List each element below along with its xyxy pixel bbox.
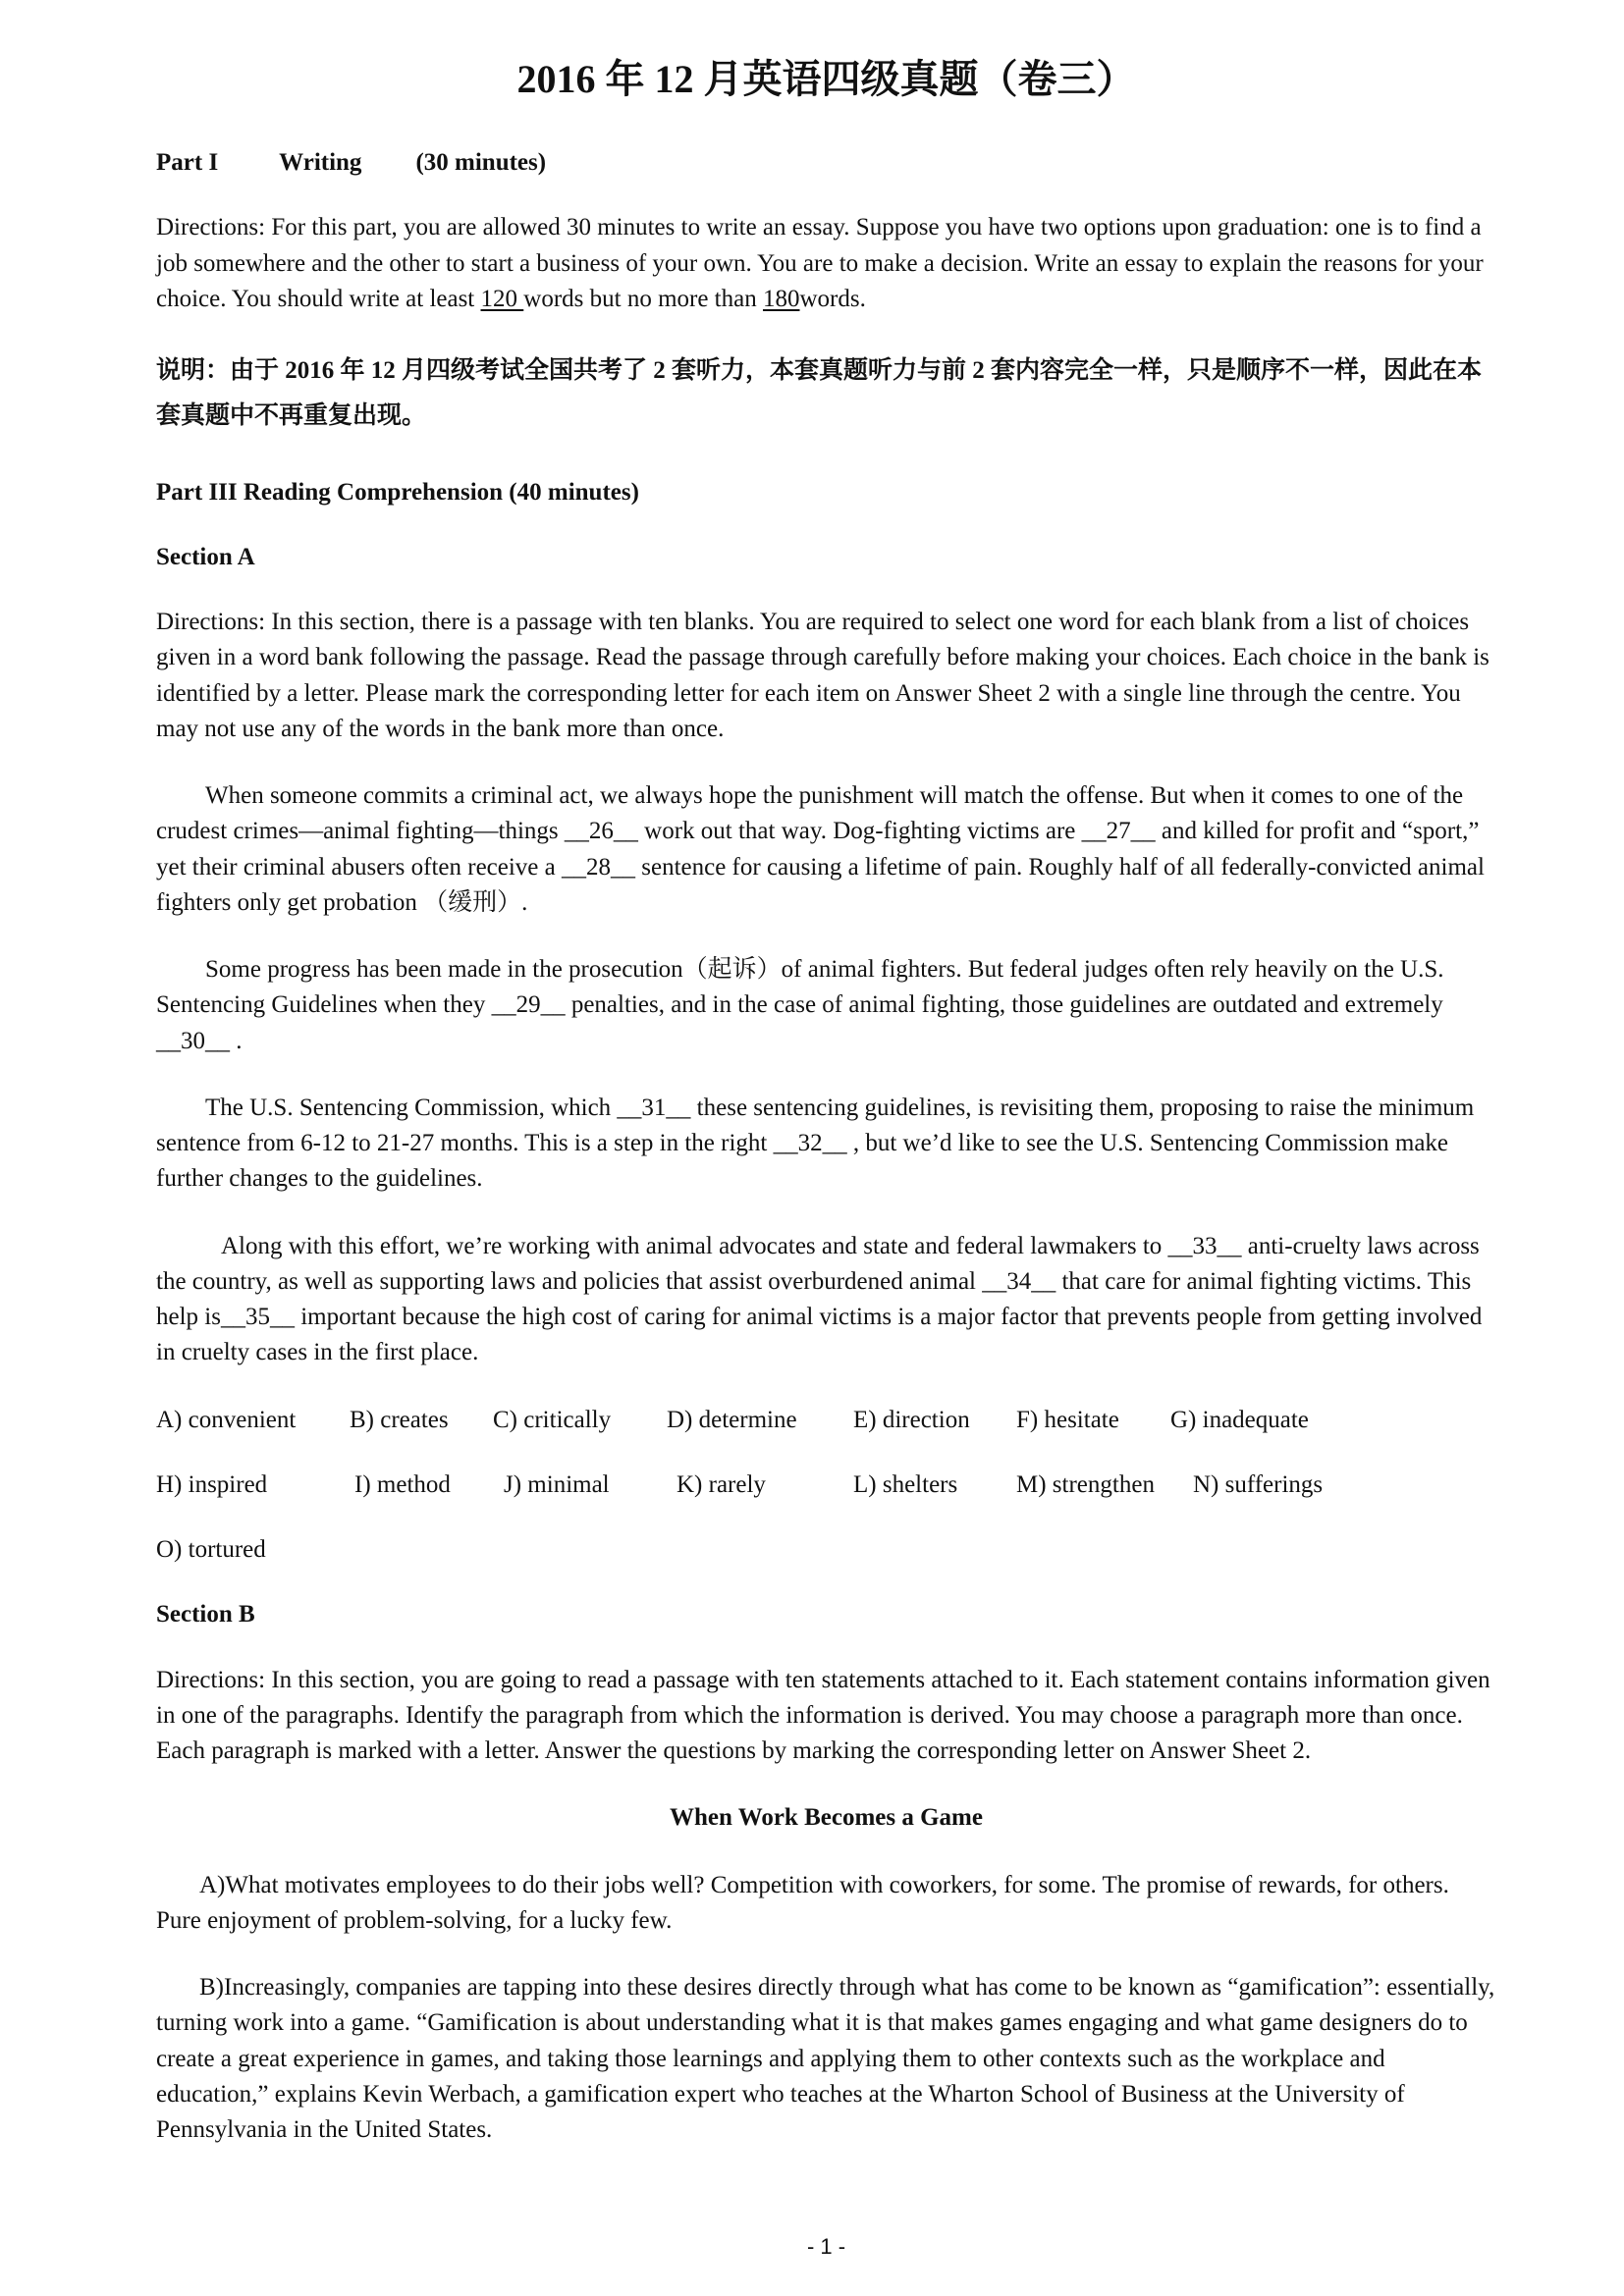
passage-title: When Work Becomes a Game — [670, 1804, 983, 1832]
directions-text: Directions: For this part, you are allowed 30 minutes to write an essay. Suppose you have two options upon graduation: one is to find a job somewhere and the other to start a business of your own. You are to make a decision. Write an essay to explain the reasons for your choice. You should write at least — [156, 214, 1484, 312]
passage-paragraph-b: B)Increasingly, companies are tapping into these desires directly through what has come to be known as “gamification”: essentially, turning work into a game. “Gamification is about understanding what it is that makes games engaging and what game designers do to create a great experience in games, and taking those learnings and applying them to other contexts such as the workplace and education,” explains Kevin Werbach, a gamification expert who teaches at the Wharton School of Business at the University of Pennsylvania in the United States. — [156, 1974, 1495, 2143]
word-bank-item: C) critically — [493, 1406, 612, 1433]
part1-duration: (30 minutes) — [415, 149, 547, 176]
word-bank-item: K) rarely — [677, 1470, 766, 1498]
cloze-paragraph-2: Some progress has been made in the prosecution（起诉）of animal fighters. But federal judges often rely heavily on the U.S. Sentencing Guidelines when they __29__ penalties, and in the case of animal fighting, those guidelines are outdated and extremely __30__ . — [156, 956, 1444, 1054]
word-bank-row-2 — [156, 1468, 1496, 1503]
word-bank-item: G) inadequate — [1170, 1406, 1309, 1433]
part1-name: Writing — [279, 149, 362, 176]
word-bank-row-1 — [156, 1403, 1496, 1438]
part3-heading: Part III Reading Comprehension (40 minutes) — [156, 478, 639, 506]
section-b-heading: Section B — [156, 1601, 255, 1629]
cloze-paragraph-1: When someone commits a criminal act, we always hope the punishment will match the offense. But when it comes to one of the crudest crimes—animal fighting—things __26__ work out that way. Dog-fighting victims are __27__ and killed for profit and “sport,” yet their criminal abusers often receive a __28__ sentence for causing a lifetime of pain. Roughly half of all federally-convicted animal fighters only get probation （缓刑）. — [156, 782, 1485, 916]
word-bank-item: L) shelters — [853, 1470, 958, 1498]
word-bank-item: N) sufferings — [1193, 1470, 1324, 1498]
word-bank-item: F) hesitate — [1016, 1406, 1119, 1433]
word-bank-item: E) direction — [853, 1406, 970, 1433]
section-a-directions: Directions: In this section, there is a passage with ten blanks. You are required to select one word for each blank from a list of choices given in a word bank following the passage. Read the passage through carefully before making your choices. Each choice in the bank is identified by a letter. Please mark the corresponding letter for each item on Answer Sheet 2 with a single line through the centre. You may not use any of the words in the bank more than once. — [156, 609, 1489, 742]
directions-text: words. — [799, 285, 866, 312]
part1-directions — [156, 210, 1496, 317]
section-b-directions: Directions: In this section, you are going to read a passage with ten statements attached to it. Each statement contains information given in one of the paragraphs. Identify the paragraph from which the information is derived. You may choose a paragraph more than once. Each paragraph is marked with a letter. Answer the questions by marking the corresponding letter on Answer Sheet 2. — [156, 1666, 1490, 1764]
word-bank-item: M) strengthen — [1016, 1470, 1155, 1498]
min-words-value: 120 — [480, 285, 524, 312]
directions-text: words but no more than — [523, 285, 763, 312]
word-bank-item: I) method — [354, 1470, 451, 1498]
word-bank-item: A) convenient — [156, 1406, 297, 1433]
section-a-heading: Section A — [156, 543, 255, 570]
word-bank-item: D) determine — [667, 1406, 797, 1433]
word-bank-item: J) minimal — [504, 1470, 610, 1498]
word-bank-item: H) inspired — [156, 1470, 268, 1498]
word-bank-item: O) tortured — [156, 1536, 266, 1563]
passage-paragraph-a: A)What motivates employees to do their jobs well? Competition with coworkers, for some. The promise of rewards, for others. Pure enjoyment of problem-solving, for a lucky few. — [156, 1871, 1449, 1934]
part1-heading — [156, 145, 1496, 181]
page-number: - 1 - — [806, 2234, 846, 2260]
word-bank-item: B) creates — [350, 1406, 449, 1433]
cloze-paragraph-3: The U.S. Sentencing Commission, which __31__ these sentencing guidelines, is revisiting them, proposing to raise the minimum sentence from 6-12 to 21-27 months. This is a step in the right __32__ , but we’d like to see the U.S. Sentencing Commission make further changes to the guidelines. — [156, 1094, 1475, 1193]
listening-note: 说明：由于 2016 年 12 月四级考试全国共考了 2 套听力，本套真题听力与前 2 套内容完全一样，只是顺序不一样，因此在本套真题中不再重复出现。 — [156, 357, 1483, 430]
page-title: 2016 年 12 月英语四级真题（卷三） — [516, 57, 1136, 101]
part1-label: Part I — [156, 149, 219, 176]
max-words-value: 180 — [762, 285, 800, 312]
cloze-paragraph-4: Along with this effort, we’re working with animal advocates and state and federal lawmakers to __33__ anti-cruelty laws across the country, as well as supporting laws and policies that assist overburdened animal __34__ that care for animal fighting victims. This help is__35__ important because the high cost of caring for animal victims is a major factor that prevents people from getting involved in cruelty cases in the first place. — [156, 1232, 1483, 1366]
word-bank-row-3 — [156, 1532, 1496, 1568]
